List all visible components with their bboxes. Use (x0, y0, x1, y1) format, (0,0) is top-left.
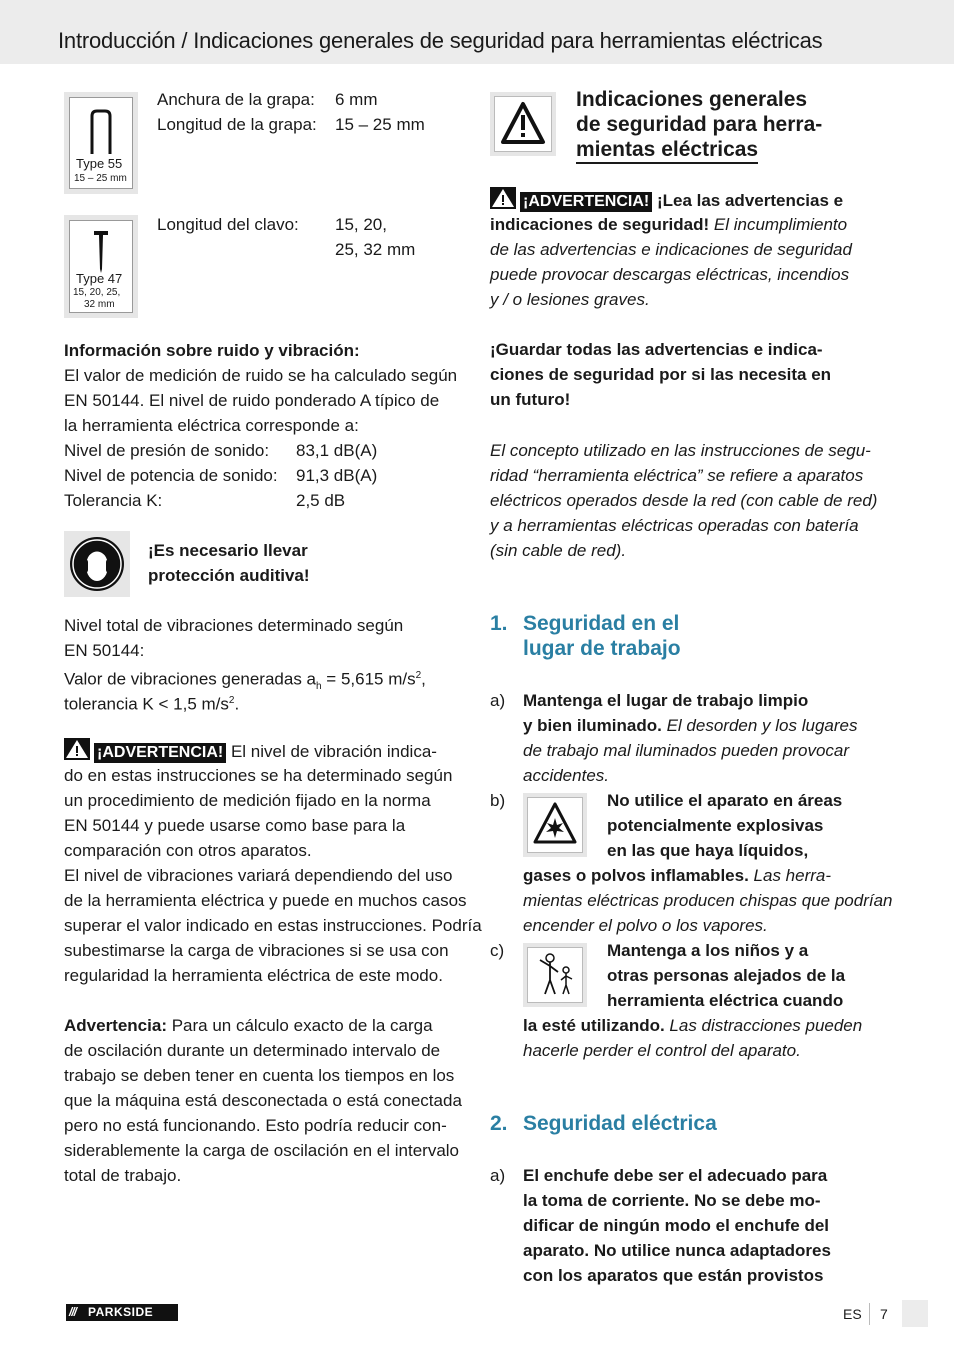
item-text: encender el polvo o los vapores. (523, 916, 768, 935)
warning-triangle-icon (64, 738, 90, 760)
parkside-logo (66, 1304, 178, 1321)
vibration-text: tolerancia K < 1,5 m/s (64, 694, 229, 714)
language-code: ES (843, 1306, 862, 1322)
concept-line: y a herramientas eléctricas operadas con batería (490, 516, 859, 535)
item-text: No utilice el aparato en áreas (607, 791, 843, 810)
noise-line: EN 50144. El nivel de ruido ponderado A típico de (64, 391, 440, 410)
section-title: lugar de trabajo (523, 637, 681, 660)
footer-tab (902, 1300, 928, 1327)
noise-row-label: Nivel de presión de sonido: (64, 441, 270, 460)
keep-instructions: ciones de seguridad por si las necesita en (490, 365, 832, 384)
advice-first-line (64, 1013, 433, 1038)
vibration-sup: 2 (228, 695, 235, 706)
nail-length-label: Longitud del clavo: (157, 215, 299, 234)
item-text: aparato. No utilice nunca adaptadores (523, 1241, 831, 1260)
noise-heading: Información sobre ruido y vibración: (64, 341, 360, 360)
item-text: la toma de corriente. No se debe mo- (523, 1191, 821, 1210)
advice-label: Advertencia: (64, 1016, 167, 1035)
nail-size-line2: 32 mm (84, 299, 115, 310)
warning-line: de las advertencias e indicaciones de seguridad (490, 240, 852, 259)
item-text: de trabajo mal iluminados pueden provocar (523, 741, 850, 760)
noise-row-label: Nivel de potencia de sonido: (64, 466, 278, 485)
vibration-text: , (421, 669, 426, 689)
page-title: Introducción / Indicaciones generales de seguridad para herramientas eléctricas (58, 28, 823, 53)
warning-text: El nivel de vibración indica- (226, 742, 437, 761)
item-text (523, 713, 857, 738)
advice-line: total de trabajo. (64, 1166, 182, 1185)
vibration-line: EN 50144: (64, 641, 145, 660)
section-title: Seguridad eléctrica (523, 1112, 717, 1135)
item-text: El enchufe debe ser el adecuado para (523, 1166, 828, 1185)
item-text: otras personas alejados de la (607, 966, 846, 985)
keep-instructions: ¡Guardar todas las advertencias e indica- (490, 340, 823, 359)
warning-triangle-icon (495, 97, 551, 151)
nail-type-box (64, 215, 138, 318)
item-bold: y bien iluminado. (523, 716, 662, 735)
item-letter: c) (490, 941, 505, 960)
concept-line: ridad “herramienta eléctrica” se refiere a aparatos (490, 466, 864, 485)
item-text: potencialmente explosivas (607, 816, 824, 835)
warning-line: El nivel de vibraciones variará dependiendo del uso (64, 866, 453, 885)
noise-line: El valor de medición de ruido se ha calculado según (64, 366, 458, 385)
noise-row-value: 83,1 dB(A) (296, 441, 378, 460)
item-text: Mantenga el lugar de trabajo limpio (523, 691, 809, 710)
staple-size-label: 15 – 25 mm (74, 173, 127, 184)
warning-line: de la herramienta eléctrica y puede en muchos casos (64, 891, 467, 910)
staple-width-label: Anchura de la grapa: (157, 90, 315, 109)
nail-icon (70, 225, 132, 275)
noise-row-label: Tolerancia K: (64, 491, 163, 510)
section-heading: de seguridad para herra- (576, 113, 823, 136)
explosion-hazard-box (523, 793, 587, 857)
right-warning-first-line (490, 187, 843, 213)
noise-row-value: 2,5 dB (296, 491, 346, 510)
vibration-text: Valor de vibraciones generadas a (64, 669, 317, 689)
item-text (523, 1013, 862, 1038)
advice-line: siderablemente la carga de oscilación en el intervalo (64, 1141, 460, 1160)
item-bold: la esté utilizando. (523, 1016, 665, 1035)
advice-line: pero no está funcionando. Esto podría reducir con- (64, 1116, 447, 1135)
item-text: mientas eléctricas producen chispas que podrían (523, 891, 893, 910)
keep-children-away-box (523, 943, 587, 1007)
logo-stripes-icon: /// (69, 1305, 77, 1319)
nail-size-line1: 15, 20, 25, (73, 287, 121, 298)
section-number: 1. (490, 612, 508, 635)
warning-label: ¡ADVERTENCIA! (94, 743, 226, 763)
vibration-text: . (234, 694, 240, 714)
warning-line: regularidad la herramienta eléctrica de este modo. (64, 966, 443, 985)
item-letter: a) (490, 691, 506, 710)
item-text (523, 863, 831, 888)
staple-type-label: Type 55 (76, 156, 123, 171)
item-italic: Las herra- (748, 866, 832, 885)
page-header (0, 0, 954, 64)
section-heading: mientas eléctricas (576, 137, 758, 164)
concept-line: (sin cable de red). (490, 541, 627, 560)
section-number: 2. (490, 1112, 508, 1135)
vibration-text: = 5,615 m/s (321, 669, 416, 689)
concept-line: eléctricos operados desde la red (con cable de red) (490, 491, 878, 510)
warning-line: un procedimiento de medición fijado en la norma (64, 791, 431, 810)
explosion-hazard-icon (528, 798, 582, 852)
footer-divider (869, 1303, 870, 1325)
section-title: Seguridad en el (523, 612, 680, 635)
item-text: accidentes. (523, 766, 609, 785)
concept-line: El concepto utilizado en las instrucciones de segu- (490, 441, 871, 460)
advice-line: trabajo se deben tener en cuenta los tiempos en los (64, 1066, 455, 1085)
noise-row-value: 91,3 dB(A) (296, 466, 378, 485)
warning-triangle-icon (490, 187, 516, 209)
hearing-text: ¡Es necesario llevar (148, 541, 308, 560)
item-text: en las que haya líquidos, (607, 841, 809, 860)
staple-length-value: 15 – 25 mm (335, 115, 425, 134)
item-text: dificar de ningún modo el enchufe del (523, 1216, 830, 1235)
hearing-text: protección auditiva! (148, 566, 310, 585)
advice-line: que la máquina está desconectada o está conectada (64, 1091, 462, 1110)
warning-text: ¡Lea las advertencias e (652, 191, 844, 210)
noise-line: la herramienta eléctrica corresponde a: (64, 416, 359, 435)
warning-line: y / o lesiones graves. (490, 290, 650, 309)
item-italic: El desorden y los lugares (661, 716, 858, 735)
vibration-warning-first-line (64, 738, 437, 764)
item-letter: a) (490, 1166, 506, 1185)
staple-width-value: 6 mm (335, 90, 378, 109)
nail-type-label: Type 47 (76, 271, 123, 286)
warning-line (490, 212, 847, 237)
warning-text: El incumplimiento (709, 215, 848, 234)
item-text: Mantenga a los niños y a (607, 941, 809, 960)
hearing-protection-box (64, 531, 130, 597)
vibration-sup: 2 (415, 670, 422, 681)
item-bold: gases o polvos inflamables. (523, 866, 749, 885)
item-text: con los aparatos que están provistos (523, 1266, 824, 1285)
staple-icon (70, 102, 132, 162)
item-text: herramienta eléctrica cuando (607, 991, 844, 1010)
item-text: hacerle perder el control del aparato. (523, 1041, 801, 1060)
brand-name: PARKSIDE (88, 1305, 154, 1319)
item-letter: b) (490, 791, 506, 810)
staple-type-box (64, 92, 138, 194)
vibration-tolerance (64, 688, 239, 717)
warning-text: indicaciones de seguridad! (490, 215, 710, 234)
warning-label: ¡ADVERTENCIA! (520, 192, 652, 212)
warning-line: EN 50144 y puede usarse como base para la (64, 816, 406, 835)
item-italic: Las distracciones pueden (664, 1016, 863, 1035)
warning-line: puede provocar descargas eléctricas, incendios (490, 265, 850, 284)
general-warning-box (490, 92, 556, 156)
children-icon (528, 948, 582, 1002)
warning-line: subestimarse la carga de vibraciones si se usa con (64, 941, 449, 960)
warning-line: comparación con otros aparatos. (64, 841, 312, 860)
section-heading: Indicaciones generales (576, 88, 808, 111)
vibration-line: Nivel total de vibraciones determinado según (64, 616, 404, 635)
keep-instructions: un futuro! (490, 390, 571, 409)
warning-line: superar el valor indicado en estas instrucciones. Podría (64, 916, 482, 935)
page-number: 7 (880, 1306, 888, 1322)
warning-line: do en estas instrucciones se ha determinado según (64, 766, 453, 785)
nail-length-value2: 25, 32 mm (335, 240, 416, 259)
advice-text: Para un cálculo exacto de la carga (166, 1016, 433, 1035)
nail-length-value1: 15, 20, (335, 215, 387, 234)
vibration-sub: h (316, 681, 322, 693)
ear-protection-icon (64, 531, 130, 597)
staple-length-label: Longitud de la grapa: (157, 115, 317, 134)
advice-line: de oscilación durante un determinado intervalo de (64, 1041, 441, 1060)
